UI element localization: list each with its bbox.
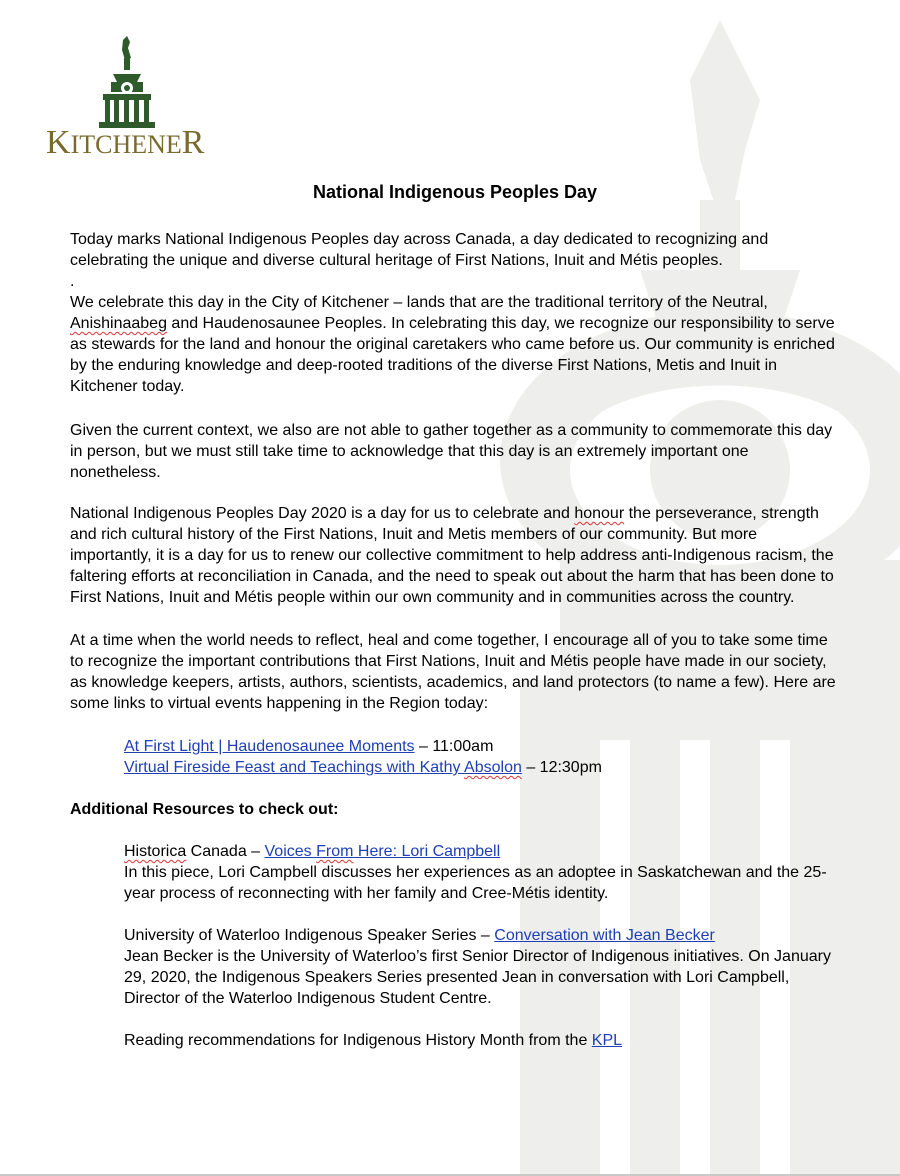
- encouragement-paragraph: At a time when the world needs to reflect, heal and come together, I encourage all of you to take some time to recognize the important contributions that First Nations, Inuit and Métis people have made in our society, as knowledge keepers, artists, authors, scientists, academics, and land protectors (to name a few). Here are some links to virtual events happening in the Region today:: [70, 632, 836, 712]
- resource-kpl: Reading recommendations for Indigenous History Month from the KPL: [124, 1032, 623, 1049]
- waterloo-link[interactable]: Conversation with Jean Becker: [494, 927, 715, 944]
- event-link-first-light[interactable]: At First Light | Haudenosaunee Moments: [124, 738, 415, 755]
- page-title: National Indigenous Peoples Day: [312, 182, 598, 202]
- logo-wordmark: KITCHENER: [46, 124, 205, 161]
- context-paragraph: Given the current context, we also are not able to gather together as a community to commemorate this day in person, but we must still take time to acknowledge that this day is an extremely important one nonetheless.: [70, 422, 833, 481]
- kpl-link[interactable]: KPL: [591, 1032, 623, 1049]
- resource-historica: Historica Canada – Voices From Here: Lori Campbell In this piece, Lori Campbell discusses her experiences as an adoptee in Saskatchewan and the 25-year process of reconnecting with her family and Cree-Métis identity.: [124, 843, 827, 902]
- territory-paragraph: We celebrate this day in the City of Kitchener – lands that are the traditional territory of the Neutral, Anishinaabeg and Haudenosaunee Peoples. In celebrating this day, we recognize our responsibility to serve as stewards for the land and honour the original caretakers who came before us. Our community is enriched by the enduring knowledge and deep-rooted traditions of the diverse First Nations, Metis and Inuit in Kitchener today.: [70, 294, 835, 395]
- separator-dot: .: [70, 273, 75, 290]
- resources-heading: Additional Resources to check out:: [70, 801, 339, 818]
- resource-waterloo: University of Waterloo Indigenous Speaker Series – Conversation with Jean Becker Jean Becker is the University of Waterloo’s first Senior Director of Indigenous initiatives. On January 29, 2020, the Indigenous Speakers Series presented Jean in conversation with Lori Campbell, Director of the Waterloo Indigenous Student Centre.: [124, 927, 831, 1007]
- commitment-paragraph: National Indigenous Peoples Day 2020 is a day for us to celebrate and honour the perseverance, strength and rich cultural history of the First Nations, Inuit and Metis members of our community. But more importantly, it is a day for us to renew our collective commitment to help address anti-Indigenous racism, the faltering efforts at reconciliation in Canada, and the need to speak out about the harm that has been done to First Nations, Inuit and Métis people within our own community and in communities across the country.: [70, 505, 834, 606]
- intro-paragraph: Today marks National Indigenous Peoples day across Canada, a day dedicated to recognizing and celebrating the unique and diverse cultural heritage of First Nations, Inuit and Métis peoples.: [70, 231, 769, 269]
- event-item: Virtual Fireside Feast and Teachings with Kathy Absolon – 12:30pm: [124, 759, 602, 776]
- city-hall-tower-icon: [97, 36, 167, 128]
- kitchener-logo: [42, 36, 212, 161]
- historica-link[interactable]: Voices From Here: Lori Campbell: [264, 843, 501, 860]
- event-item: At First Light | Haudenosaunee Moments – 11:00am: [124, 738, 494, 755]
- event-link-fireside-feast[interactable]: Virtual Fireside Feast and Teachings with Kathy Absolon: [124, 759, 522, 776]
